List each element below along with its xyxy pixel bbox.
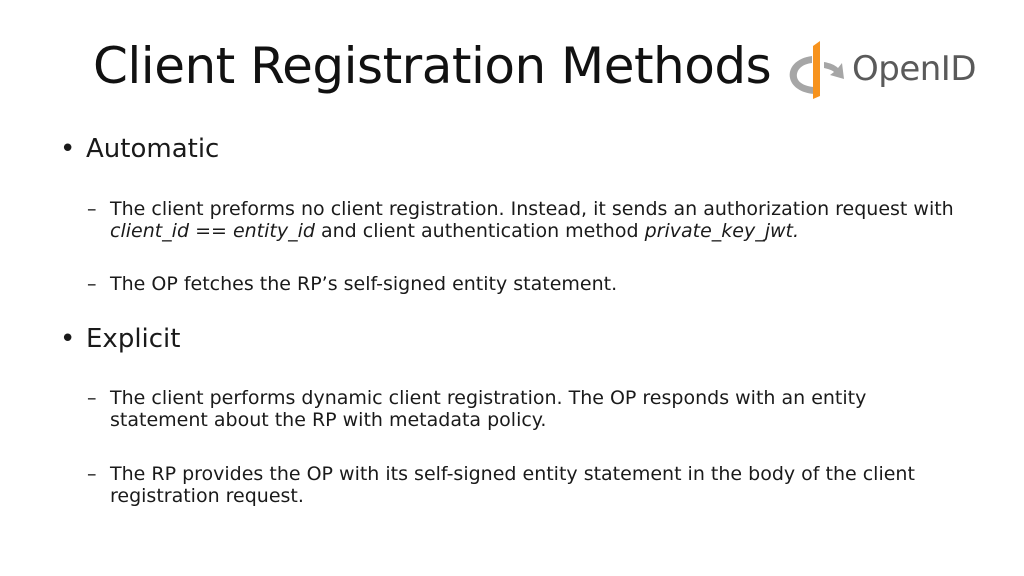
- sub-bullet-text: [110, 198, 967, 242]
- logo-wordmark: OpenID: [852, 49, 977, 89]
- dash-marker: –: [87, 387, 97, 409]
- text-run: and client authentication method: [314, 220, 645, 242]
- slide-title: Client Registration Methods: [93, 37, 772, 95]
- dash-marker: –: [87, 273, 97, 295]
- sub-bullet-automatic-2: [87, 273, 967, 295]
- dash-marker: –: [87, 463, 97, 485]
- openid-logo-icon: [786, 38, 848, 100]
- bullet-heading: Explicit: [86, 324, 181, 354]
- sub-bullet-explicit-2: [87, 463, 967, 507]
- sub-bullet-text: The OP fetches the RP’s self-signed entity statement.: [110, 273, 618, 295]
- sub-bullet-automatic-1: [87, 198, 967, 242]
- text-run: ==: [189, 220, 233, 242]
- sub-bullet-text: The RP provides the OP with its self-signed entity statement in the body of the client registration request.: [110, 463, 915, 507]
- dash-marker: –: [87, 198, 97, 220]
- code-term-client-id: client_id: [110, 220, 190, 242]
- sub-bullet-explicit-1: [87, 387, 967, 431]
- bullet-explicit: [60, 324, 180, 354]
- code-term-entity-id: entity_id: [232, 220, 315, 242]
- sub-bullet-text: The client performs dynamic client registration. The OP responds with an entity statement about the RP with metadata policy.: [110, 387, 867, 431]
- bullet-marker: •: [60, 324, 76, 354]
- text-run: The client preforms no client registration. Instead, it sends an authorization request with: [110, 198, 954, 220]
- bullet-marker: •: [60, 134, 76, 164]
- code-term-private-key-jwt: private_key_jwt.: [644, 220, 799, 242]
- openid-logo: [786, 36, 976, 102]
- bullet-automatic: [60, 134, 219, 164]
- bullet-heading: Automatic: [86, 134, 220, 164]
